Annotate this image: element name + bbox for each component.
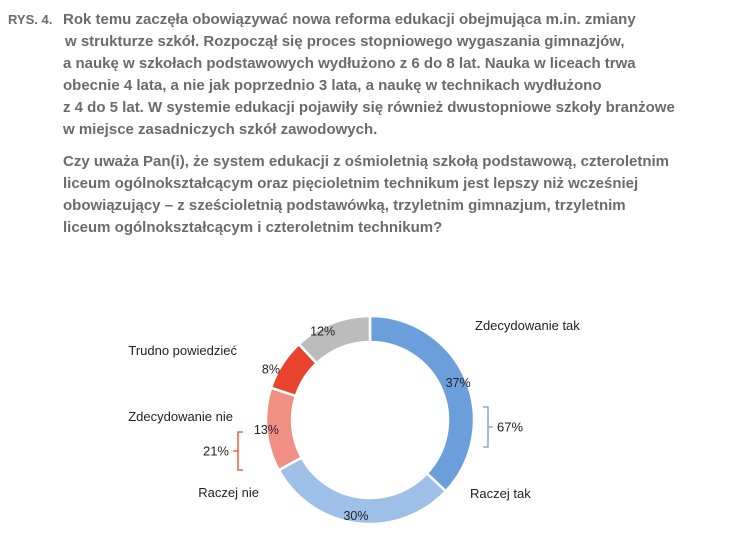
group-total-21: 21%: [202, 443, 229, 459]
value-label-raczej-tak: 30%: [343, 509, 369, 524]
question-line: obowiązujący – z sześcioletnią podstawówką, trzyletnim gimnazjum, trzyletnim: [63, 197, 626, 214]
category-label-zdecydowanie-nie: Zdecydowanie nie: [128, 409, 233, 424]
intro-line: z 4 do 5 lat. W systemie edukacji pojawiły się również dwustopniowe szkoły branżowe: [63, 99, 675, 116]
intro-line: w miejsce zasadniczych szkół zawodowych.: [63, 121, 378, 138]
figure-label: RYS. 4.: [8, 12, 53, 27]
bracket-group-67: [483, 407, 493, 447]
slice-trudno-powiedziec: [299, 316, 370, 363]
category-label-raczej-nie: Raczej nie: [198, 485, 259, 500]
question-line: liceum ogólnokształcącym i czteroletnim technikum?: [63, 219, 443, 236]
slice-zdecydowanie-tak: [370, 316, 474, 491]
value-label-raczej-nie: 13%: [253, 423, 279, 438]
group-total-67: 67%: [497, 419, 524, 435]
category-label-raczej-tak: Raczej tak: [470, 486, 531, 501]
category-label-trudno-powiedziec: Trudno powiedzieć: [128, 343, 237, 358]
category-label-zdecydowanie-tak: Zdecydowanie tak: [475, 318, 580, 333]
intro-line: w strukturze szkół. Rozpoczął się proces stopniowego wygaszania gimnazjów,: [65, 33, 625, 50]
question-line: liceum ogólnokształcącym oraz pięcioletnim technikum jest lepszy niż wcześniej: [63, 175, 639, 192]
intro-line: Rok temu zaczęła obowiązywać nowa reforma edukacji obejmująca m.in. zmiany: [63, 11, 636, 28]
question-line: Czy uważa Pan(i), że system edukacji z ośmioletnią szkołą podstawową, czteroletnim: [63, 153, 670, 170]
value-label-zdecydowanie-nie: 8%: [261, 362, 280, 377]
bracket-group-21: [233, 432, 243, 470]
intro-line: obecnie 4 lata, a nie jak poprzednio 3 lata, a naukę w technikach wydłużono: [63, 77, 602, 94]
value-label-zdecydowanie-tak: 37%: [445, 375, 471, 390]
value-label-trudno-powiedziec: 12%: [310, 324, 336, 339]
intro-line: a naukę w szkołach podstawowych wydłużono z 6 do 8 lat. Nauka w liceach trwa: [63, 55, 636, 72]
